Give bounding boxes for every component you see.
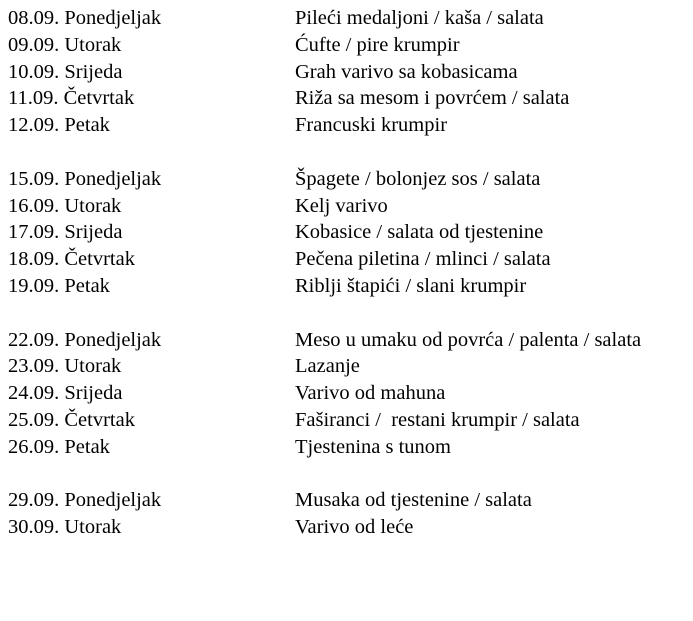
- meal-text: Meso u umaku od povrća / palenta / salata: [295, 328, 642, 351]
- date-day-label: 09.09. Utorak: [8, 33, 122, 56]
- date-day-label: 10.09. Srijeda: [8, 60, 123, 83]
- week-block: [8, 327, 693, 461]
- meal-text: Riža sa mesom i povrćem / salata: [295, 87, 570, 110]
- menu-row: [8, 434, 693, 461]
- menu-row: [8, 32, 693, 59]
- menu-row: [8, 219, 693, 246]
- menu-row: [8, 5, 693, 32]
- menu-row: [8, 59, 693, 86]
- date-day-label: 23.09. Utorak: [8, 355, 122, 378]
- menu-row: [8, 407, 693, 434]
- date-day-label: 16.09. Utorak: [8, 194, 122, 217]
- meal-text: Musaka od tjestenine / salata: [295, 489, 532, 512]
- date-day-label: 18.09. Četvrtak: [8, 248, 135, 271]
- date-day-label: 17.09. Srijeda: [8, 221, 123, 244]
- date-day-label: 11.09. Četvrtak: [8, 87, 135, 110]
- week-block: [8, 5, 693, 139]
- menu-row: [8, 514, 693, 541]
- meal-text: Kobasice / salata od tjestenine: [295, 221, 544, 244]
- meal-schedule: [8, 5, 693, 541]
- meal-text: Tjestenina s tunom: [295, 435, 452, 458]
- meal-text: Kelj varivo: [295, 194, 388, 217]
- date-day-label: 30.09. Utorak: [8, 516, 122, 539]
- menu-row: [8, 112, 693, 139]
- meal-text: Varivo od mahuna: [295, 382, 446, 405]
- meal-text: Lazanje: [295, 355, 360, 378]
- meal-text: Francuski krumpir: [295, 114, 448, 137]
- date-day-label: 19.09. Petak: [8, 274, 110, 297]
- meal-text: Faširanci / restani krumpir / salata: [295, 408, 580, 431]
- menu-row: [8, 487, 693, 514]
- menu-row: [8, 166, 693, 193]
- meal-text: Riblji štapići / slani krumpir: [295, 274, 527, 297]
- meal-text: Špagete / bolonjez sos / salata: [295, 167, 541, 190]
- date-day-label: 26.09. Petak: [8, 435, 110, 458]
- menu-row: [8, 273, 693, 300]
- meal-text: Grah varivo sa kobasicama: [295, 60, 518, 83]
- meal-text: Ćufte / pire krumpir: [295, 33, 460, 56]
- date-day-label: 08.09. Ponedjeljak: [8, 7, 162, 29]
- date-day-label: 24.09. Srijeda: [8, 382, 123, 405]
- week-block: [8, 166, 693, 300]
- meal-text: Varivo od leće: [295, 516, 414, 539]
- menu-row: [8, 246, 693, 273]
- menu-row: [8, 85, 693, 112]
- date-day-label: 15.09. Ponedjeljak: [8, 167, 162, 190]
- menu-row: [8, 380, 693, 407]
- menu-row: [8, 193, 693, 220]
- menu-row: [8, 327, 693, 354]
- date-day-label: 22.09. Ponedjeljak: [8, 328, 162, 351]
- date-day-label: 25.09. Četvrtak: [8, 408, 135, 431]
- menu-row: [8, 353, 693, 380]
- date-day-label: 29.09. Ponedjeljak: [8, 489, 162, 512]
- meal-text: Pečena piletina / mlinci / salata: [295, 248, 551, 271]
- week-block: [8, 487, 693, 541]
- date-day-label: 12.09. Petak: [8, 114, 110, 137]
- meal-text: Pileći medaljoni / kaša / salata: [295, 7, 544, 29]
